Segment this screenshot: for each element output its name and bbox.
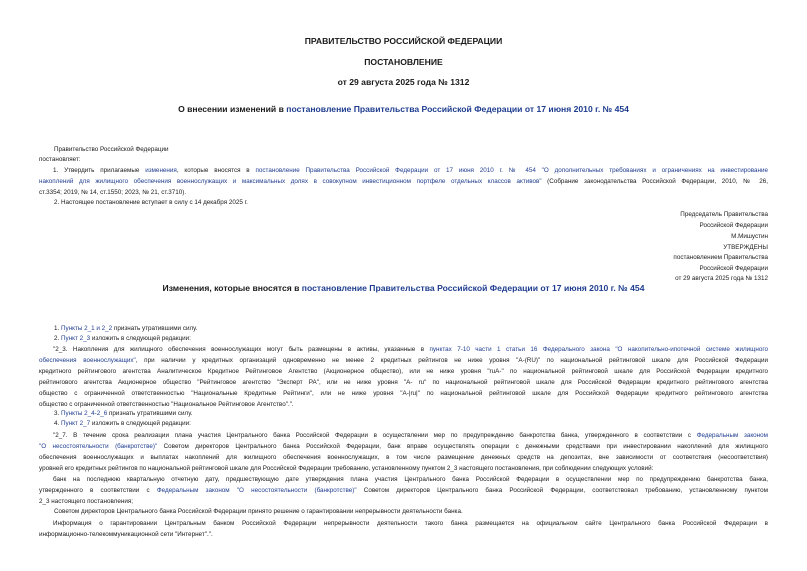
approval-approved: УТВЕРЖДЕНЫ (723, 244, 768, 251)
item-1-line: 1. Утвердить прилагаемые изменения, которые вносятся в постановление Правительства Российской Федерации от 17 июня 2010 г. № 454 "О дополнительных требованиях и ограничениях на инвестирование (53, 167, 768, 174)
quote-line: уровней его кредитных рейтингов по национальной рейтинговой шкале для Российской Федерации требованию, установленному пунктом 2_3 настоящего постановления, при соблюдении следующих условий: (39, 465, 654, 472)
changes-title-link[interactable]: постановление Правительства Российской Федерации от 17 июня 2010 г. № 454 (301, 283, 645, 293)
approval-rf: Российской Федерации (699, 265, 768, 272)
points-2-1-2-2-link[interactable]: Пункты 2_1 и 2_2 (61, 325, 113, 332)
condition-line: банк на последнюю квартальную отчетную дату, предшествующую дате утверждения плана участия Центрального банка Российской Федерации в осуществлении мер по предупреждению банкротства банка, (53, 476, 768, 483)
change-1: 1. Пункты 2_1 и 2_2 признать утратившими силу. (54, 325, 198, 332)
signature-name: М.Мишустин (731, 233, 768, 240)
decree-454-link-cont[interactable]: накоплений для жилищного обеспечения военнослужащих и максимальных долях в совокупном инвестиционном портфеле отдельных классов активов" (39, 178, 542, 185)
changes-link[interactable]: изменения (145, 167, 177, 174)
doc-title-link[interactable]: постановление Правительства Российской Федерации от 17 июня 2010 г. № 454 (286, 104, 629, 114)
federal-law-link[interactable]: пунктах 7-10 части 1 статьи 16 Федерального закона "О накопительно-ипотечной системе жилищного (429, 346, 768, 353)
change-4: 4. Пункт 2_7 изложить в следующей редакции: (54, 420, 191, 427)
government-heading: ПРАВИТЕЛЬСТВО РОССИЙСКОЙ ФЕДЕРАЦИИ (304, 36, 503, 46)
point-2-3-link[interactable]: Пункт 2_3 (61, 335, 91, 342)
quote-2-7 (39, 430, 768, 474)
item-1 (39, 165, 768, 198)
signature-position-1: Председатель Правительства (680, 211, 768, 218)
bankruptcy-law-link[interactable]: Федеральным законом (696, 432, 768, 439)
changes-title: Изменения, которые вносятся в постановление Правительства Российской Федерации от 17 июня 2010 г. № 454 (162, 283, 645, 293)
preamble-line2: постановляет: (39, 156, 81, 163)
quote-line: кредитного рейтингового агентства Аналитическое Кредитное Рейтинговое Агентство (Акционерное общество), или не ниже уровня "ruA-" по национальной рейтинговой шкале для Российской Федерации кредитного (39, 368, 768, 375)
condition-line: утвержденного в соответствии с Федеральным законом "О несостоятельности (банкротстве)" Советом директоров Центрального банка Российской Федерации, соответствовал требованию, установленному пунктом (39, 487, 768, 494)
doc-date-number: от 29 августа 2025 года № 1312 (337, 77, 470, 87)
condition-line: 2_3 настоящего постановления; (39, 498, 134, 505)
item-1-line: накоплений для жилищного обеспечения военнослужащих и максимальных долях в совокупном инвестиционном портфеле отдельных классов активов" (Собрание законодательства Российской Федерации, 2010, № 26, (39, 178, 768, 185)
info-paragraph (39, 518, 768, 540)
quote-line: "2_3. Накопления для жилищного обеспечения военнослужащих могут быть размещены в активы, указанные в пунктах 7-10 части 1 статьи 16 Федерального закона "О накопительно-ипотечной системе жилищного (53, 346, 768, 353)
signature-position-2: Российской Федерации (699, 222, 768, 229)
doc-title (0, 104, 807, 114)
approval-date: от 29 августа 2025 года № 1312 (675, 275, 768, 282)
condition-2: Советом директоров Центрального банка Российской Федерации принято решение о гарантировании непрерывности деятельности банка. (54, 508, 463, 515)
condition-1 (39, 474, 768, 507)
quote-line: обеспечения военнослужащих и выплатах накоплений для жилищного обеспечения военнослужащих, в том числе размещение денежных средств на депозитах, вне зависимости от соответствия (несоответствия) (39, 454, 768, 461)
info-line: Информация о гарантировании Центральным банком Российской Федерации непрерывности деятельности такого банка размещается на официальном сайте Центрального банка Российской Федерации в (53, 520, 768, 527)
points-2-4-2-6-link[interactable]: Пункты 2_4-2_6 (61, 410, 108, 417)
quote-line: обеспечения военнослужащих", при наличии у кредитных организаций одновременно не менее 2 кредитных рейтингов не ниже уровня "A-(RU)" по национальной рейтинговой шкале для Российской Федерации (39, 357, 768, 364)
doc-type-heading: ПОСТАНОВЛЕНИЕ (364, 57, 443, 67)
change-2: 2. Пункт 2_3 изложить в следующей редакции: (54, 335, 191, 342)
item-2: 2. Настоящее постановление вступает в силу с 14 декабря 2025 г. (54, 199, 248, 206)
federal-law-link-cont[interactable]: обеспечения военнослужащих" (39, 357, 136, 364)
item-1-line: ст.3354; 2019, № 14, ст.1550; 2023, № 21, ст.3710). (39, 189, 187, 196)
doc-title-prefix: О внесении изменений в (178, 104, 287, 114)
quote-line: "2_7. В течение срока реализации плана участия Центрального банка Российской Федерации в осуществлении мер по предупреждению банкротства банка, утвержденного в соответствии с Федеральным законом (53, 432, 768, 439)
decree-454-link[interactable]: постановление Правительства Российской Федерации от 17 июня 2010 г. № 454 "О дополнительных требованиях и ограничениях на инвестирование (255, 167, 768, 174)
quote-2-3 (39, 344, 768, 410)
quote-line: рейтингового агентства Акционерное общество "Рейтинговое агентство "Эксперт РА", или не ниже уровня "А- ru" по национальной рейтинговой шкале для Российской Федерации кредитного рейтингового агентства (39, 379, 768, 386)
quote-line: "О несостоятельности (банкротстве)" Советом директоров Центрального банка Российской Федерации, банк вправе осуществлять операции с денежными средствами при инвестировании накоплений для жилищного (39, 443, 768, 450)
quote-line: общество с ограниченной ответственностью "Национальное Рейтинговое Агентство".". (39, 401, 294, 408)
bankruptcy-law-link-cont[interactable]: "О несостоятельности (банкротстве)" (39, 443, 158, 450)
approval-by: постановлением Правительства (673, 254, 768, 261)
info-line: информационно-телекоммуникационной сети "Интернет".". (39, 531, 213, 538)
change-3: 3. Пункты 2_4-2_6 признать утратившими силу. (54, 410, 193, 417)
bankruptcy-law-link-2[interactable]: Федеральным законом "О несостоятельности (банкротстве)" (156, 487, 357, 494)
quote-line: общество с ограниченной ответственностью "Национальные Кредитные Рейтинги", или не ниже уровня "A-|ru|" по национальной рейтинговой шкале для Российской Федерации кредитного рейтингового агентства (39, 390, 768, 397)
point-2-7-link[interactable]: Пункт 2_7 (61, 420, 91, 427)
preamble-line1: Правительство Российской Федерации (54, 146, 169, 153)
